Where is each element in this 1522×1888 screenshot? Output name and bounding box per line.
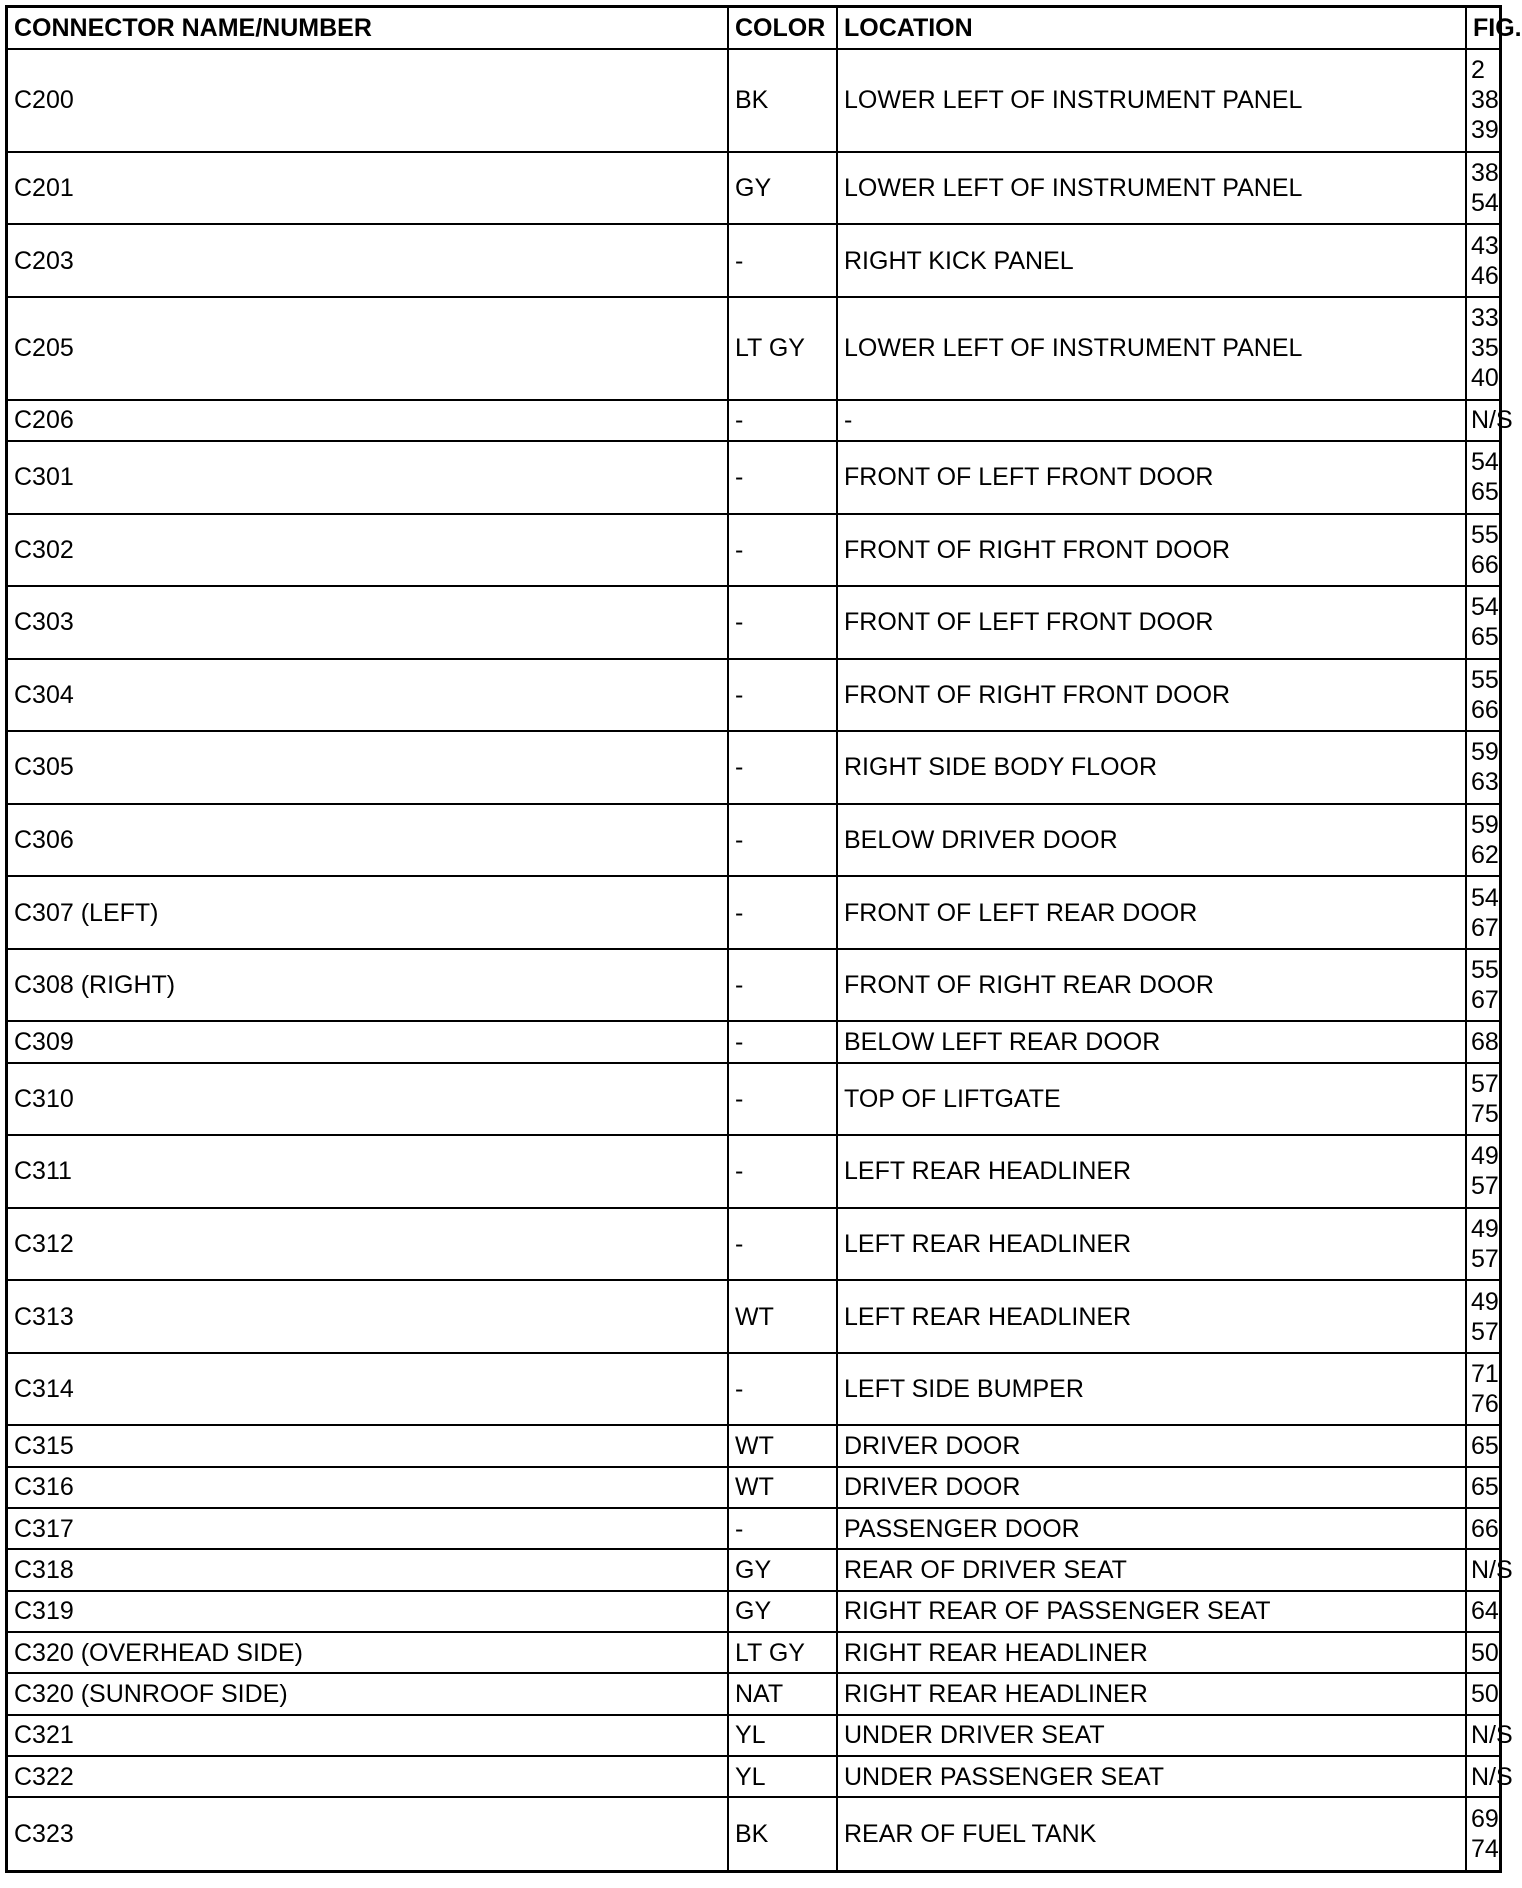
connector-cell: C312 <box>8 1208 728 1281</box>
table-row <box>8 1135 1499 1208</box>
fig-number: 67 <box>1471 986 1499 1015</box>
fig-cell <box>1466 876 1499 949</box>
color-cell: - <box>728 1508 837 1549</box>
location-cell: RIGHT REAR OF PASSENGER SEAT <box>837 1591 1466 1632</box>
connector-cell: C311 <box>8 1135 728 1208</box>
fig-number: 54 <box>1471 189 1499 218</box>
connector-cell: C321 <box>8 1715 728 1756</box>
fig-cell <box>1466 1591 1499 1632</box>
connector-cell: C200 <box>8 49 728 152</box>
table-row <box>8 1425 1499 1466</box>
connector-cell: C306 <box>8 804 728 877</box>
color-cell: - <box>728 876 837 949</box>
table-row <box>8 514 1499 587</box>
fig-number: N/S <box>1471 1762 1513 1791</box>
table-row <box>8 1715 1499 1756</box>
fig-number: 74 <box>1471 1835 1499 1864</box>
color-cell: - <box>728 1021 837 1062</box>
fig-cell <box>1466 659 1499 732</box>
location-cell: LEFT REAR HEADLINER <box>837 1135 1466 1208</box>
location-cell: FRONT OF LEFT FRONT DOOR <box>837 586 1466 659</box>
fig-cell <box>1466 1756 1513 1797</box>
connector-cell: C307 (LEFT) <box>8 876 728 949</box>
fig-number: 55 <box>1471 520 1499 549</box>
table-row <box>8 1797 1499 1870</box>
color-cell: - <box>728 804 837 877</box>
fig-cell <box>1466 731 1499 804</box>
connector-cell: C313 <box>8 1280 728 1353</box>
location-cell: RIGHT KICK PANEL <box>837 224 1466 297</box>
connector-cell: C310 <box>8 1063 728 1136</box>
color-cell: - <box>728 441 837 514</box>
location-cell: UNDER DRIVER SEAT <box>837 1715 1466 1756</box>
connector-cell: C319 <box>8 1591 728 1632</box>
location-cell: LOWER LEFT OF INSTRUMENT PANEL <box>837 49 1466 152</box>
fig-number: 55 <box>1471 956 1499 985</box>
fig-cell <box>1466 441 1499 514</box>
fig-number: 57 <box>1471 1172 1499 1201</box>
color-cell: BK <box>728 49 837 152</box>
connector-cell: C318 <box>8 1549 728 1590</box>
fig-cell <box>1466 1549 1513 1590</box>
fig-cell <box>1466 1715 1513 1756</box>
connector-cell: C314 <box>8 1353 728 1426</box>
table-row <box>8 152 1499 225</box>
table-body <box>8 49 1513 1870</box>
color-cell: - <box>728 949 837 1022</box>
color-cell: WT <box>728 1425 837 1466</box>
location-cell: BELOW LEFT REAR DOOR <box>837 1021 1466 1062</box>
table-row <box>8 1063 1499 1136</box>
fig-number: 49 <box>1471 1142 1499 1171</box>
color-cell: - <box>728 731 837 804</box>
connector-cell: C320 (OVERHEAD SIDE) <box>8 1632 728 1673</box>
location-cell: LEFT REAR HEADLINER <box>837 1280 1466 1353</box>
fig-cell <box>1466 152 1499 225</box>
connector-cell: C205 <box>8 297 728 400</box>
location-cell: TOP OF LIFTGATE <box>837 1063 1466 1136</box>
color-cell: - <box>728 1208 837 1281</box>
table-row <box>8 1508 1499 1549</box>
location-cell: LEFT REAR HEADLINER <box>837 1208 1466 1281</box>
header-connector: CONNECTOR NAME/NUMBER <box>8 8 728 49</box>
location-cell: FRONT OF RIGHT REAR DOOR <box>837 949 1466 1022</box>
location-cell: REAR OF DRIVER SEAT <box>837 1549 1466 1590</box>
location-cell: UNDER PASSENGER SEAT <box>837 1756 1466 1797</box>
fig-cell <box>1466 49 1499 152</box>
location-cell: LOWER LEFT OF INSTRUMENT PANEL <box>837 152 1466 225</box>
table-row <box>8 297 1499 400</box>
connector-cell: C201 <box>8 152 728 225</box>
fig-cell <box>1466 1208 1499 1281</box>
table-row <box>8 1549 1499 1590</box>
table-row <box>8 1280 1499 1353</box>
fig-number: 54 <box>1471 593 1499 622</box>
table-row <box>8 1021 1499 1062</box>
table-row <box>8 1467 1499 1508</box>
color-cell: YL <box>728 1756 837 1797</box>
table-row <box>8 731 1499 804</box>
fig-number: 75 <box>1471 1099 1499 1128</box>
fig-number: N/S <box>1471 1721 1513 1750</box>
color-cell: LT GY <box>728 1632 837 1673</box>
header-row <box>8 8 1499 49</box>
fig-number: 43 <box>1471 231 1499 260</box>
color-cell: GY <box>728 152 837 225</box>
fig-number: 2 <box>1471 56 1485 85</box>
fig-number: 59 <box>1471 738 1499 767</box>
color-cell: - <box>728 1063 837 1136</box>
location-cell: LEFT SIDE BUMPER <box>837 1353 1466 1426</box>
location-cell: RIGHT REAR HEADLINER <box>837 1673 1466 1714</box>
connector-cell: C316 <box>8 1467 728 1508</box>
table-row <box>8 804 1499 877</box>
fig-cell <box>1466 1135 1499 1208</box>
fig-number: 50 <box>1471 1638 1499 1667</box>
table-row <box>8 224 1499 297</box>
color-cell: LT GY <box>728 297 837 400</box>
location-cell: RIGHT REAR HEADLINER <box>837 1632 1466 1673</box>
fig-cell <box>1466 1673 1499 1714</box>
connector-cell: C320 (SUNROOF SIDE) <box>8 1673 728 1714</box>
fig-cell <box>1466 1280 1499 1353</box>
color-cell: GY <box>728 1591 837 1632</box>
location-cell: FRONT OF LEFT FRONT DOOR <box>837 441 1466 514</box>
fig-number: 63 <box>1471 768 1499 797</box>
location-cell: FRONT OF RIGHT FRONT DOOR <box>837 514 1466 587</box>
fig-cell <box>1466 1632 1499 1673</box>
connector-cell: C323 <box>8 1797 728 1870</box>
color-cell: BK <box>728 1797 837 1870</box>
connector-cell: C305 <box>8 731 728 804</box>
fig-number: 76 <box>1471 1390 1499 1419</box>
fig-cell <box>1466 400 1513 441</box>
table-row <box>8 49 1499 152</box>
location-cell: DRIVER DOOR <box>837 1425 1466 1466</box>
table-row <box>8 586 1499 659</box>
connector-table <box>8 8 1522 1870</box>
color-cell: - <box>728 586 837 659</box>
color-cell: - <box>728 224 837 297</box>
fig-cell <box>1466 1508 1499 1549</box>
location-cell: REAR OF FUEL TANK <box>837 1797 1466 1870</box>
connector-cell: C304 <box>8 659 728 732</box>
location-cell: FRONT OF LEFT REAR DOOR <box>837 876 1466 949</box>
fig-cell <box>1466 514 1499 587</box>
fig-number: 54 <box>1471 448 1499 477</box>
fig-number: 40 <box>1471 364 1499 393</box>
fig-number: 65 <box>1471 478 1499 507</box>
fig-number: 39 <box>1471 116 1499 145</box>
fig-cell <box>1466 1425 1499 1466</box>
fig-number: 66 <box>1471 1514 1499 1543</box>
fig-number: 49 <box>1471 1287 1499 1316</box>
location-cell: - <box>837 400 1466 441</box>
connector-cell: C322 <box>8 1756 728 1797</box>
fig-number: 46 <box>1471 261 1499 290</box>
fig-cell <box>1466 586 1499 659</box>
fig-number: 66 <box>1471 550 1499 579</box>
connector-cell: C303 <box>8 586 728 659</box>
table-row <box>8 1353 1499 1426</box>
location-cell: RIGHT SIDE BODY FLOOR <box>837 731 1466 804</box>
fig-cell <box>1466 1063 1499 1136</box>
fig-number: 65 <box>1471 1432 1499 1461</box>
table-row <box>8 659 1499 732</box>
table-row <box>8 1632 1499 1673</box>
fig-number: 55 <box>1471 665 1499 694</box>
header-location: LOCATION <box>837 8 1466 49</box>
fig-number: 38 <box>1471 86 1499 115</box>
fig-number: 33 <box>1471 304 1499 333</box>
color-cell: - <box>728 514 837 587</box>
location-cell: BELOW DRIVER DOOR <box>837 804 1466 877</box>
color-cell: - <box>728 400 837 441</box>
fig-number: 66 <box>1471 695 1499 724</box>
fig-number: 62 <box>1471 840 1499 869</box>
fig-number: 67 <box>1471 913 1499 942</box>
fig-number: 49 <box>1471 1215 1499 1244</box>
fig-number: 38 <box>1471 159 1499 188</box>
fig-number: 65 <box>1471 1473 1499 1502</box>
connector-cell: C317 <box>8 1508 728 1549</box>
color-cell: - <box>728 659 837 732</box>
fig-cell <box>1466 1021 1499 1062</box>
fig-cell <box>1466 1467 1499 1508</box>
fig-number: 69 <box>1471 1805 1499 1834</box>
fig-number: 50 <box>1471 1679 1499 1708</box>
fig-number: N/S <box>1471 1555 1513 1584</box>
table-row <box>8 1756 1499 1797</box>
connector-cell: C203 <box>8 224 728 297</box>
table-row <box>8 949 1499 1022</box>
location-cell: FRONT OF RIGHT FRONT DOOR <box>837 659 1466 732</box>
fig-cell <box>1466 1797 1499 1870</box>
header-fig: FIG. <box>1466 8 1499 49</box>
fig-cell <box>1466 1353 1499 1426</box>
connector-cell: C301 <box>8 441 728 514</box>
table-row <box>8 441 1499 514</box>
fig-cell <box>1466 224 1499 297</box>
connector-cell: C315 <box>8 1425 728 1466</box>
fig-number: 57 <box>1471 1317 1499 1346</box>
table-row <box>8 876 1499 949</box>
fig-cell <box>1466 297 1499 400</box>
fig-number: 57 <box>1471 1245 1499 1274</box>
table-row <box>8 1673 1499 1714</box>
fig-number: 65 <box>1471 623 1499 652</box>
color-cell: - <box>728 1353 837 1426</box>
fig-number: 35 <box>1471 334 1499 363</box>
color-cell: WT <box>728 1280 837 1353</box>
color-cell: GY <box>728 1549 837 1590</box>
color-cell: - <box>728 1135 837 1208</box>
connector-cell: C309 <box>8 1021 728 1062</box>
fig-number: 59 <box>1471 810 1499 839</box>
fig-cell <box>1466 804 1499 877</box>
connector-table-sheet <box>5 5 1522 1873</box>
fig-number: 64 <box>1471 1597 1499 1626</box>
color-cell: NAT <box>728 1673 837 1714</box>
location-cell: LOWER LEFT OF INSTRUMENT PANEL <box>837 297 1466 400</box>
connector-cell: C308 (RIGHT) <box>8 949 728 1022</box>
connector-cell: C206 <box>8 400 728 441</box>
color-cell: YL <box>728 1715 837 1756</box>
location-cell: PASSENGER DOOR <box>837 1508 1466 1549</box>
table-row <box>8 1591 1499 1632</box>
color-cell: WT <box>728 1467 837 1508</box>
location-cell: DRIVER DOOR <box>837 1467 1466 1508</box>
fig-number: N/S <box>1471 406 1513 435</box>
fig-number: 54 <box>1471 883 1499 912</box>
fig-number: 57 <box>1471 1069 1499 1098</box>
fig-cell <box>1466 949 1499 1022</box>
table-row <box>8 400 1499 441</box>
header-color: COLOR <box>728 8 837 49</box>
fig-number: 71 <box>1471 1360 1499 1389</box>
fig-number: 68 <box>1471 1028 1499 1056</box>
connector-cell: C302 <box>8 514 728 587</box>
table-row <box>8 1208 1499 1281</box>
